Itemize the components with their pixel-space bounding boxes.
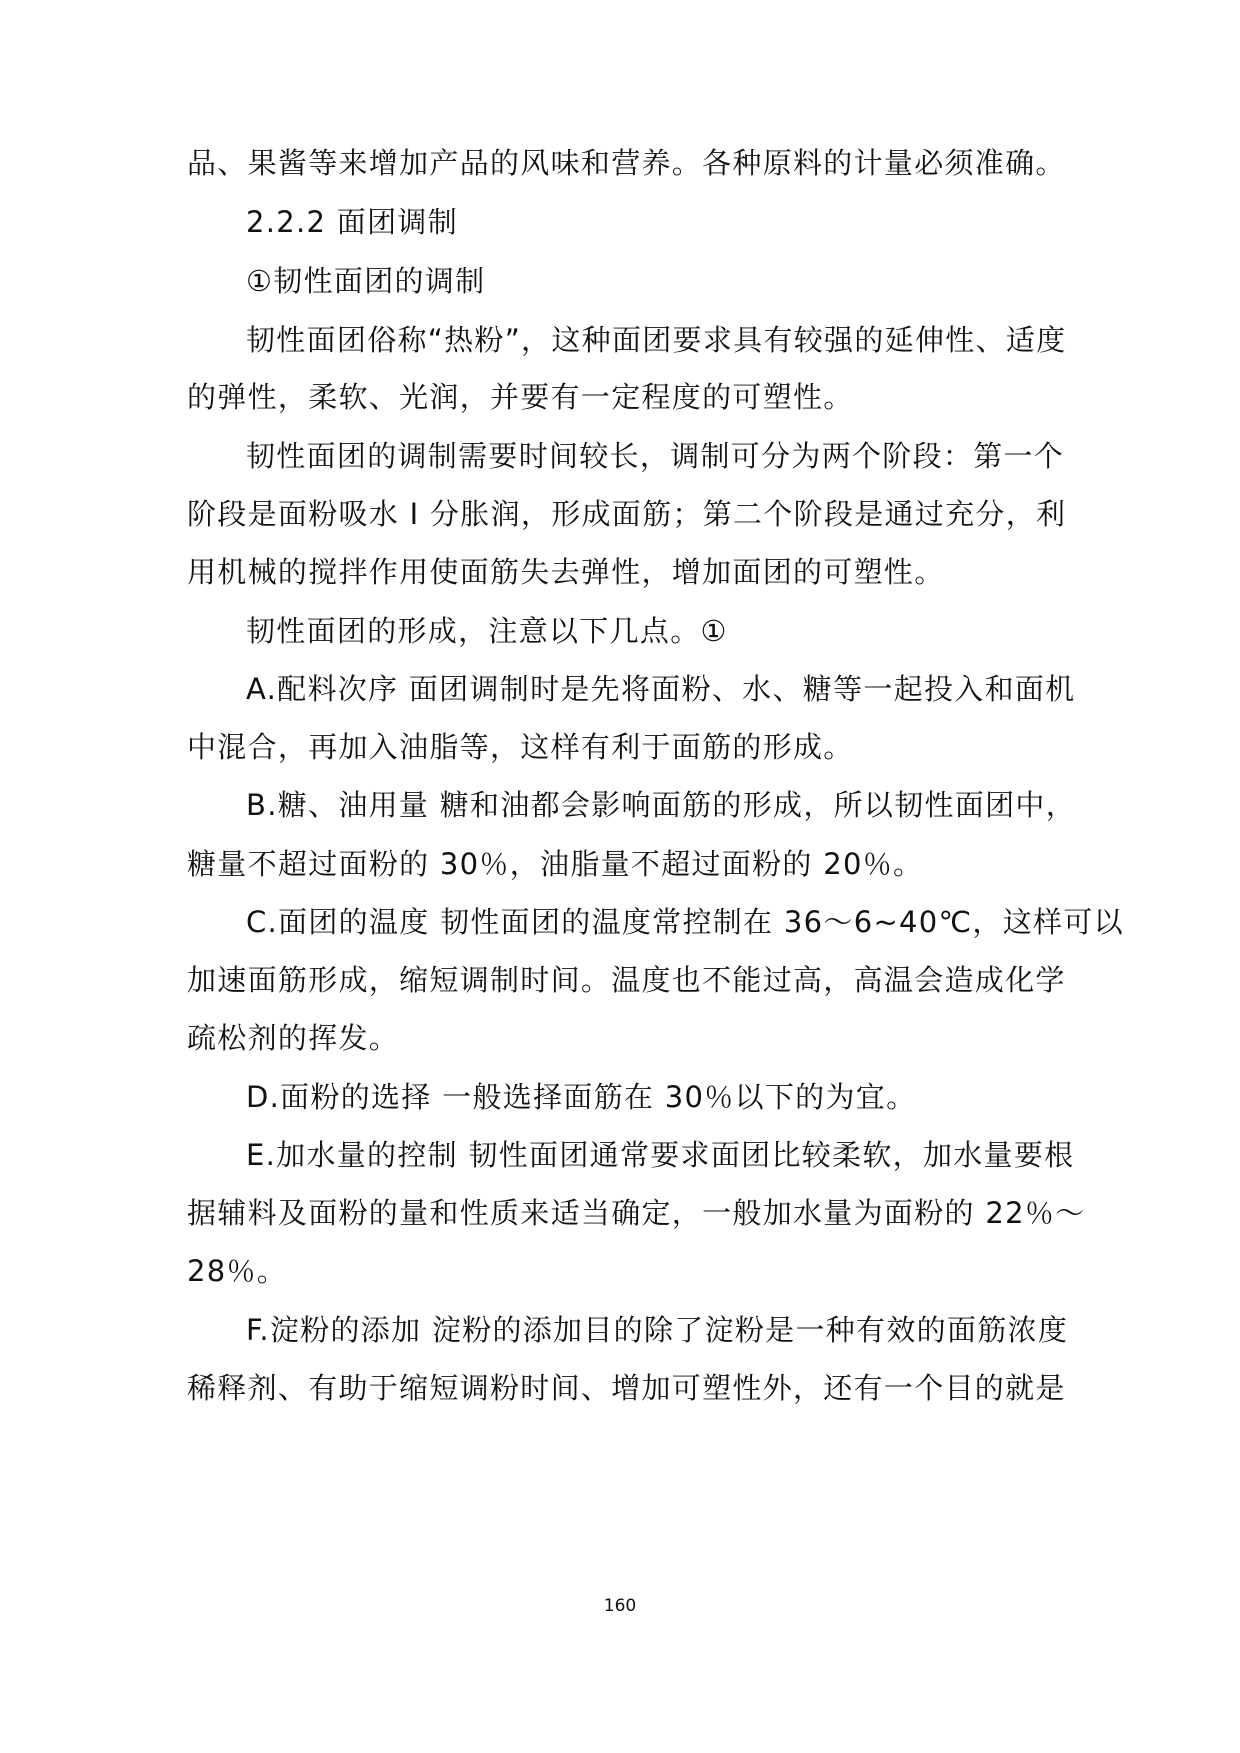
list-item-e: E.加水量的控制 韧性面团通常要求面团比较柔软，加水量要根: [246, 1138, 1075, 1172]
paragraph-line: 阶段是面粉吸水 I 分胀润，形成面筋；第二个阶段是通过充分，利: [187, 497, 1067, 531]
paragraph-line: 中混合，再加入油脂等，这样有利于面筋的形成。: [187, 730, 854, 764]
paragraph-line: 糖量不超过面粉的 30％，油脂量不超过面粉的 20％。: [187, 847, 924, 881]
list-item-d: D.面粉的选择 一般选择面筋在 30％以下的为宜。: [246, 1080, 917, 1114]
list-item-f: F.淀粉的添加 淀粉的添加目的除了淀粉是一种有效的面筋浓度: [246, 1313, 1069, 1347]
paragraph-line: 据辅料及面粉的量和性质来适当确定，一般加水量为面粉的 22％～: [187, 1196, 1086, 1230]
paragraph-line: 疏松剂的挥发。: [187, 1021, 400, 1055]
paragraph-line: 韧性面团的调制需要时间较长，调制可分为两个阶段：第一个: [246, 439, 1065, 473]
subsection-heading: ①韧性面团的调制: [246, 264, 486, 298]
paragraph-line: 品、果酱等来增加产品的风味和营养。各种原料的计量必须准确。: [187, 146, 1066, 180]
paragraph-line: 韧性面团俗称“热粉”，这种面团要求具有较强的延伸性、适度: [246, 323, 1067, 357]
list-item-c: C.面团的温度 韧性面团的温度常控制在 36～6~40℃，这样可以: [246, 905, 1124, 939]
list-item-b: B.糖、油用量 糖和油都会影响面筋的形成，所以韧性面团中，: [246, 788, 1077, 822]
paragraph-line: 的弹性，柔软、光润，并要有一定程度的可塑性。: [187, 380, 854, 414]
list-item-a: A.配料次序 面团调制时是先将面粉、水、糖等一起投入和面机: [246, 672, 1076, 706]
page-number: 160: [603, 1596, 637, 1616]
paragraph-line: 28％。: [187, 1254, 288, 1288]
paragraph-line: 用机械的搅拌作用使面筋失去弹性，增加面团的可塑性。: [187, 555, 945, 589]
paragraph-line: 加速面筋形成，缩短调制时间。温度也不能过高，高温会造成化学: [187, 963, 1066, 997]
section-heading: 2.2.2 面团调制: [246, 205, 459, 239]
paragraph-line: 稀释剂、有助于缩短调粉时间、增加可塑性外，还有一个目的就是: [187, 1371, 1066, 1405]
paragraph-line: 韧性面团的形成，注意以下几点。①: [246, 614, 728, 648]
